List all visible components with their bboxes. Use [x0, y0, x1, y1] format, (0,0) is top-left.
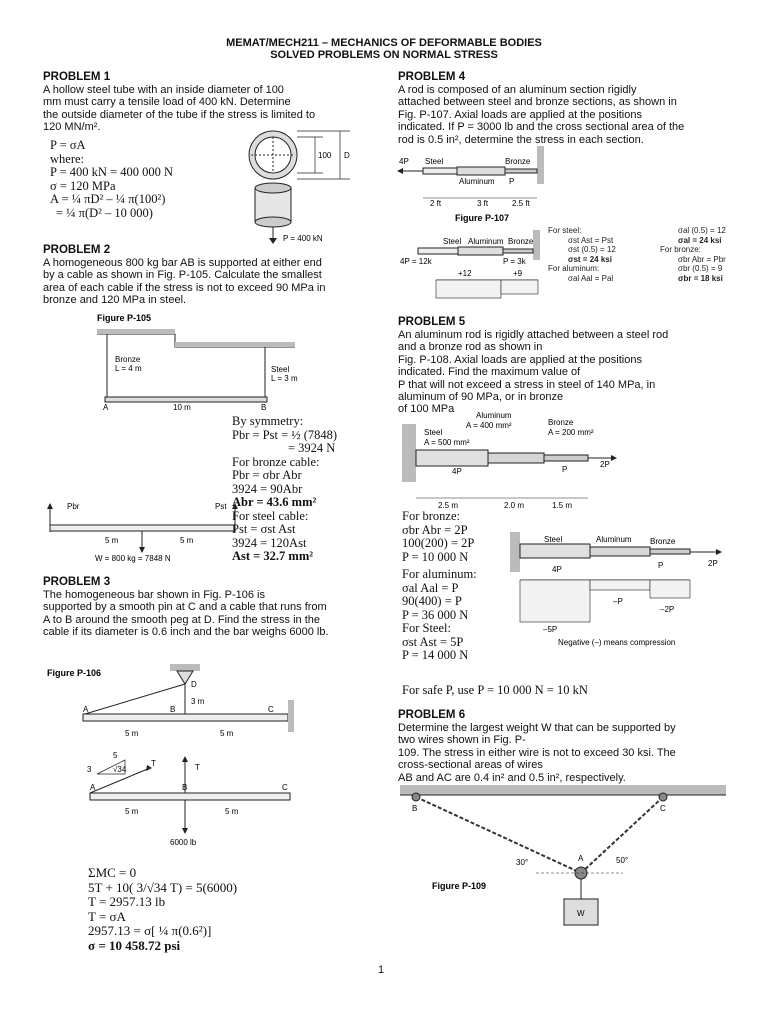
svg-text:Aluminum: Aluminum — [468, 237, 504, 246]
problem-4-solution-left: For steel: σst Ast = Pst σst (0.5) = 12 σst = 24 ksi For aluminum: σal Aal = Pal — [548, 226, 616, 283]
svg-text:2P: 2P — [600, 460, 610, 469]
inner-diameter-label: 100 — [318, 151, 332, 160]
svg-text:3 m: 3 m — [191, 697, 205, 706]
svg-text:2 ft: 2 ft — [430, 199, 442, 208]
svg-text:B: B — [170, 705, 176, 714]
svg-text:–5P: –5P — [543, 625, 558, 634]
problem-2-title: PROBLEM 2 — [43, 244, 111, 256]
svg-text:Pbr: Pbr — [67, 502, 80, 511]
svg-text:A: A — [83, 705, 89, 714]
svg-text:50°: 50° — [616, 856, 629, 865]
problem-1-title: PROBLEM 1 — [43, 71, 111, 83]
svg-text:P = 3k: P = 3k — [503, 257, 526, 266]
svg-text:2.5 ft: 2.5 ft — [512, 199, 530, 208]
svg-text:5 m: 5 m — [180, 536, 194, 545]
problem-5-statement: An aluminum rod is rigidly attached between a steel rod and a bronze rod as shown in Fig. P-108. Axial loads are applied at the positions indicated. Find the maximum value of P that will not exceed a stress in steel of 140 MPa, in aluminum of 90 MPa, or in bronze of 100 MPa — [398, 329, 669, 416]
svg-text:Pst: Pst — [215, 502, 227, 511]
svg-text:A = 200 mm²: A = 200 mm² — [548, 428, 594, 437]
svg-text:Steel: Steel — [425, 157, 444, 166]
svg-text:+9: +9 — [513, 269, 523, 278]
svg-text:L = 3 m: L = 3 m — [271, 374, 298, 383]
svg-text:Bronze: Bronze — [548, 418, 574, 427]
svg-text:4P: 4P — [452, 467, 462, 476]
svg-text:Bronze: Bronze — [505, 157, 531, 166]
svg-text:Aluminum: Aluminum — [596, 535, 632, 544]
svg-text:A = 400 mm²: A = 400 mm² — [466, 421, 512, 430]
problem-3-statement: The homogeneous bar shown in Fig. P-106 is supported by a smooth pin at C and a cable that runs from A to B around the smooth peg at D. Find the stress in the cable if its diameter is 0.6 inch and the bar weighs 6000 lb. — [43, 589, 329, 639]
load-label: P = 400 kN — [283, 234, 323, 243]
svg-text:Aluminum: Aluminum — [476, 412, 512, 420]
svg-text:A: A — [90, 783, 96, 792]
svg-text:2.5 m: 2.5 m — [438, 501, 459, 510]
svg-text:B: B — [261, 403, 267, 412]
problem-5-final-answer: For safe P, use P = 10 000 N = 10 kN — [402, 683, 588, 697]
svg-text:Figure P-106: Figure P-106 — [47, 668, 102, 678]
svg-text:5 m: 5 m — [220, 729, 234, 738]
svg-text:√34: √34 — [113, 765, 127, 774]
problem-5-solution: For bronze: σbr Abr = 2P 100(200) = 2P P = 10 000 N For aluminum: σal Aal = P 90(400) = P P = 36 000 N For Steel: σst Ast = 5P P = 14 000 N — [402, 509, 477, 662]
svg-text:D: D — [191, 680, 197, 689]
svg-text:Steel: Steel — [271, 365, 290, 374]
problem-3-title: PROBLEM 3 — [43, 576, 111, 588]
document-subtitle: SOLVED PROBLEMS ON NORMAL STRESS — [270, 49, 498, 61]
page-number: 1 — [378, 964, 385, 976]
problem-4-title: PROBLEM 4 — [398, 71, 466, 83]
problem-3-fbd — [85, 748, 300, 848]
svg-text:1.5 m: 1.5 m — [552, 501, 573, 510]
svg-text:–P: –P — [613, 597, 623, 606]
svg-text:6000 lb: 6000 lb — [170, 838, 197, 847]
figure-p106 — [45, 662, 300, 742]
problem-5-title: PROBLEM 5 — [398, 316, 466, 328]
problem-4-fbd — [398, 228, 546, 303]
outer-diameter-label: D — [344, 151, 350, 160]
problem-1-solution: P = σA where: P = 400 kN = 400 000 N σ = 120 MPa A = ¼ πD² – ¼ π(100²) = ¼ π(D² – 10 000) — [50, 138, 174, 220]
problem-2-solution: By symmetry: Pbr = Pst = ½ (7848) = 3924 N For bronze cable: Pbr = σbr Abr 3924 = 90Abr Abr = 43.6 mm² For steel cable: Pst = σst Ast 3924 = 120Ast Ast = 32.7 mm² — [232, 414, 338, 563]
svg-text:2P: 2P — [708, 559, 718, 568]
svg-text:P: P — [562, 465, 568, 474]
svg-text:A = 500 mm²: A = 500 mm² — [424, 438, 470, 447]
svg-text:5 m: 5 m — [125, 807, 139, 816]
svg-text:4P: 4P — [399, 157, 409, 166]
svg-text:C: C — [268, 705, 274, 714]
tube-figure — [225, 130, 375, 245]
svg-text:Bronze: Bronze — [115, 355, 141, 364]
svg-text:B: B — [412, 804, 418, 813]
svg-text:W: W — [577, 909, 585, 918]
svg-text:Figure P-109: Figure P-109 — [432, 881, 487, 891]
svg-text:W = 800 kg = 7848 N: W = 800 kg = 7848 N — [95, 554, 171, 563]
problem-6-title: PROBLEM 6 — [398, 709, 466, 721]
svg-text:3: 3 — [87, 765, 92, 774]
svg-text:30°: 30° — [516, 858, 529, 867]
svg-text:P: P — [658, 561, 664, 570]
svg-text:P: P — [509, 177, 515, 186]
svg-text:2.0 m: 2.0 m — [504, 501, 525, 510]
svg-text:B: B — [182, 783, 188, 792]
svg-text:–2P: –2P — [660, 605, 675, 614]
svg-text:5 m: 5 m — [225, 807, 239, 816]
problem-5-fbd — [508, 530, 728, 660]
svg-text:T: T — [195, 763, 200, 772]
svg-text:Bronze: Bronze — [508, 237, 534, 246]
svg-text:C: C — [660, 804, 666, 813]
svg-text:Aluminum: Aluminum — [459, 177, 495, 186]
svg-text:Figure P-105: Figure P-105 — [97, 313, 152, 323]
problem-1-statement: A hollow steel tube with an inside diameter of 100 mm must carry a tensile load of 400 kN. Determine the outside diameter of the tube if the stress is limited to 120 MN/m². — [43, 84, 316, 134]
problem-3-solution: ΣMC = 0 5T + 10( 3/√34 T) = 5(6000) T = 2957.13 lb T = σA 2957.13 = σ[ ¼ π(0.6²)] σ = 10 458.72 psi — [88, 865, 238, 953]
svg-text:4P: 4P — [552, 565, 562, 574]
problem-2-fbd — [45, 497, 245, 567]
figure-p105 — [95, 312, 325, 412]
svg-text:Bronze: Bronze — [650, 537, 676, 546]
svg-text:A: A — [578, 854, 584, 863]
figure-p108 — [400, 412, 620, 512]
svg-text:3 ft: 3 ft — [477, 199, 489, 208]
problem-6-statement: Determine the largest weight W that can be supported by two wires shown in Fig. P- 109. The stress in either wire is not to exceed 30 ksi. The cross-sectional areas of wires AB and AC are 0.4 in² and 0.5 in², respectively. — [398, 722, 676, 784]
svg-text:A: A — [103, 403, 109, 412]
problem-4-statement: A rod is composed of an aluminum section rigidly attached between steel and bronze sections, as shown in Fig. P-107. Axial loads are applied at the positions indicated. If P = 3000 lb and the cross sectional area of the rod is 0.5 in², determine the stress in each section. — [398, 84, 685, 146]
problem-2-statement: A homogeneous 800 kg bar AB is supported at either end by a cable as shown in Fig. P-105. Calculate the smallest area of each cable if the stress is not to exceed 90 MPa in bronze and 120 MPa in steel. — [43, 257, 326, 307]
svg-text:5 m: 5 m — [125, 729, 139, 738]
svg-text:T: T — [151, 759, 156, 768]
svg-text:C: C — [282, 783, 288, 792]
svg-text:Steel: Steel — [443, 237, 462, 246]
document-title: MEMAT/MECH211 – MECHANICS OF DEFORMABLE BODIES — [226, 37, 542, 49]
svg-text:5 m: 5 m — [105, 536, 119, 545]
problem-4-solution-right: σal (0.5) = 12 σal = 24 ksi For bronze: σbr Abr = Pbr σbr (0.5) = 9 σbr = 18 ksi — [660, 226, 726, 283]
figure-p109 — [398, 783, 728, 933]
svg-text:Steel: Steel — [544, 535, 563, 544]
svg-text:Negative (–) means compression: Negative (–) means compression — [558, 638, 676, 647]
figure-p107 — [397, 144, 552, 224]
svg-text:4P = 12k: 4P = 12k — [400, 257, 432, 266]
svg-text:5: 5 — [113, 751, 118, 760]
svg-text:L = 4 m: L = 4 m — [115, 364, 142, 373]
svg-text:10 m: 10 m — [173, 403, 191, 412]
svg-text:Figure P-107: Figure P-107 — [455, 213, 510, 223]
svg-text:Steel: Steel — [424, 428, 443, 437]
svg-text:+12: +12 — [458, 269, 472, 278]
